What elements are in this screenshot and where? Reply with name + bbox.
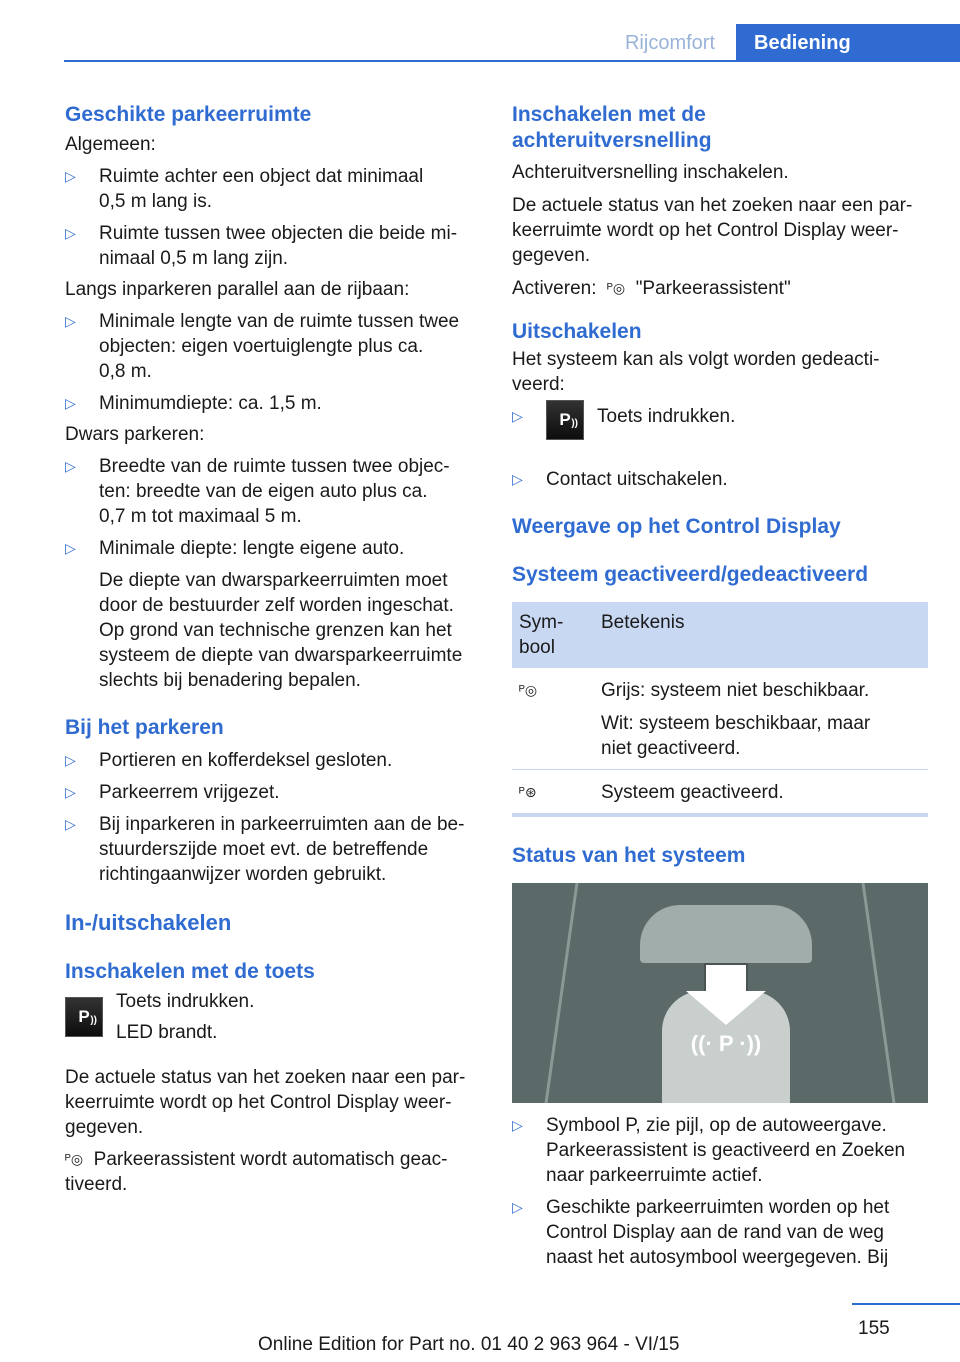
left-column <box>65 102 483 1197</box>
bullet-triangle-icon: ▷ <box>512 471 523 487</box>
heading-geschikte-parkeerruimte: Geschikte parkeerruimte <box>65 103 312 126</box>
heading-inschakelen-achteruit: Inschakelen met de achteruitversnelling <box>512 103 712 152</box>
heading-bij-het-parkeren: Bij het parkeren <box>65 716 224 739</box>
list-item: ▷ Ruimte tussen twee objecten die beide mi- nimaal 0,5 m lang zijn. <box>65 223 458 269</box>
bullet-triangle-icon: ▷ <box>65 395 76 411</box>
achteruit-text: Achteruitversnelling inschakelen. <box>512 162 789 183</box>
symbol-table <box>512 602 928 817</box>
park-assist-symbol-icon: ᴾ◎ <box>607 280 626 296</box>
auto-activation-note: ᴾ◎ Parkeerassistent wordt automatisch geac- tiveerd. <box>65 1149 448 1195</box>
list-item: ▷ Portieren en kofferdeksel gesloten. <box>65 750 393 771</box>
col-header-betekenis: Betekenis <box>594 602 928 668</box>
header-rule <box>64 60 960 62</box>
bullet-triangle-icon: ▷ <box>65 225 76 241</box>
list-item: ▷ Minimale lengte van de ruimte tussen twee objecten: eigen voertuiglengte plus ca. 0,8 m. <box>65 311 460 382</box>
park-assist-active-symbol-icon: ᴾ⊛ <box>519 784 537 800</box>
bullet-triangle-icon: ▷ <box>65 168 76 184</box>
list-item: ▷ Minimale diepte: lengte eigene auto. De diepte van dwarsparkeerruimten moet door de bestuurder zelf worden ingeschat. Op grond van technische grenzen kan het systeem de diepte van dwarsparkeerruimte slechts bij benadering bepalen. <box>65 536 483 693</box>
right-column <box>512 102 930 1270</box>
tab-rijcomfort[interactable]: Rijcomfort <box>624 32 715 54</box>
activeren-line: Activeren: ᴾ◎ "Parkeerassistent" <box>512 278 791 299</box>
heading-in-uitschakelen: In-/uitschakelen <box>65 910 232 935</box>
p-symbol-label: ((· P ·)) <box>690 1031 762 1056</box>
uit-paragraph: Het systeem kan als volgt worden gedeacti- veerd: <box>512 349 880 395</box>
list-item: ▷ Minimumdiepte: ca. 1,5 m. <box>65 393 322 414</box>
status-paragraph: De actuele status van het zoeken naar een par- keerruimte wordt op het Control Display weer- gegeven. <box>65 1067 466 1138</box>
heading-weergave-control-display: Weergave op het Control Display <box>512 515 841 538</box>
arrow-icon <box>704 963 748 993</box>
table-header-row <box>512 602 928 668</box>
page-number: 155 <box>858 1318 890 1339</box>
bullet-triangle-icon: ▷ <box>65 784 76 800</box>
park-assist-symbol-icon: ᴾ◎ <box>65 1151 84 1167</box>
bij-list <box>65 748 483 887</box>
list-item: ▷ Breedte van de ruimte tussen twee objec- ten: breedte van de eigen auto plus ca. 0,7 m tot maximaal 5 m. <box>65 456 450 527</box>
edition-footer: Online Edition for Part no. 01 40 2 963 964 - VI/15 <box>258 1334 680 1355</box>
list-item: ▷ P )) Toets indrukken. <box>512 404 930 460</box>
table-row <box>512 668 928 770</box>
bullet-triangle-icon: ▷ <box>512 1199 523 1215</box>
toets-text: Toets indrukken. LED brandt. <box>116 991 255 1043</box>
dwars-label: Dwars parkeren: <box>65 424 205 445</box>
status-list <box>512 1113 930 1270</box>
col-header-symbool: Sym- bool <box>512 602 594 668</box>
list-item: ▷ Geschikte parkeerruimten worden op het Control Display aan de rand van de weg naast het autosymbool weergegeven. Bij <box>512 1197 890 1268</box>
table-cell-symbol <box>512 668 594 770</box>
algemeen-label: Algemeen: <box>65 134 156 155</box>
park-assist-button-icon: P )) <box>546 400 584 440</box>
list-item: ▷ Symbool P, zie pijl, op de autoweergave. Parkeerassistent is geactiveerd en Zoeken naar parkeerruimte actief. <box>512 1115 906 1186</box>
heading-uitschakelen: Uitschakelen <box>512 320 642 343</box>
table-cell-meaning: Systeem geactiveerd. <box>594 770 928 816</box>
status-paragraph: De actuele status van het zoeken naar een par- keerruimte wordt op het Control Display weer- gegeven. <box>512 195 913 266</box>
tab-bediening[interactable]: Bediening <box>736 24 960 62</box>
activeren-menu-item[interactable]: "Parkeerassistent" <box>635 278 791 299</box>
bullet-triangle-icon: ▷ <box>512 1117 523 1133</box>
park-assist-button-icon: P )) <box>65 997 103 1037</box>
table-row <box>512 770 928 816</box>
uit-list <box>512 404 930 492</box>
dwars-list <box>65 454 483 693</box>
bullet-triangle-icon: ▷ <box>65 816 76 832</box>
bullet-triangle-icon: ▷ <box>512 408 523 424</box>
bullet-triangle-icon: ▷ <box>65 540 76 556</box>
table-cell-meaning: Grijs: systeem niet beschikbaar. Wit: systeem beschikbaar, maar niet geactiveerd. <box>594 668 928 770</box>
park-assist-symbol-icon: ᴾ◎ <box>519 682 538 698</box>
list-item: ▷ Bij inparkeren in parkeerruimten aan de be- stuurderszijde moet evt. de betreffende richtingaanwijzer worden gebruikt. <box>65 814 465 885</box>
page-number-rule <box>852 1303 960 1305</box>
langs-label: Langs inparkeren parallel aan de rijbaan: <box>65 279 410 300</box>
bullet-triangle-icon: ▷ <box>65 313 76 329</box>
heading-status-systeem: Status van het systeem <box>512 844 746 867</box>
heading-inschakelen-met-toets: Inschakelen met de toets <box>65 960 315 983</box>
list-item: ▷ Ruimte achter een object dat minimaal 0,5 m lang is. <box>65 166 424 212</box>
list-item: ▷ Parkeerrem vrijgezet. <box>65 782 280 803</box>
page-header <box>0 0 960 62</box>
table-cell-symbol <box>512 770 594 816</box>
list-item: ▷ Contact uitschakelen. <box>512 469 728 490</box>
bullet-triangle-icon: ▷ <box>65 752 76 768</box>
dwars-note: De diepte van dwarsparkeerruimten moet door de bestuurder zelf worden ingeschat. Op grond van technische grenzen kan het systeem de diepte van dwarsparkeerruimte slechts bij benadering bepalen. <box>99 570 463 691</box>
langs-list <box>65 309 483 416</box>
parking-zone <box>640 905 812 963</box>
bullet-triangle-icon: ▷ <box>65 458 76 474</box>
heading-systeem-geactiveerd: Systeem geactiveerd/gedeactiveerd <box>512 563 869 586</box>
toets-row <box>65 989 483 1049</box>
system-status-image <box>512 883 928 1103</box>
algemeen-list <box>65 164 483 271</box>
